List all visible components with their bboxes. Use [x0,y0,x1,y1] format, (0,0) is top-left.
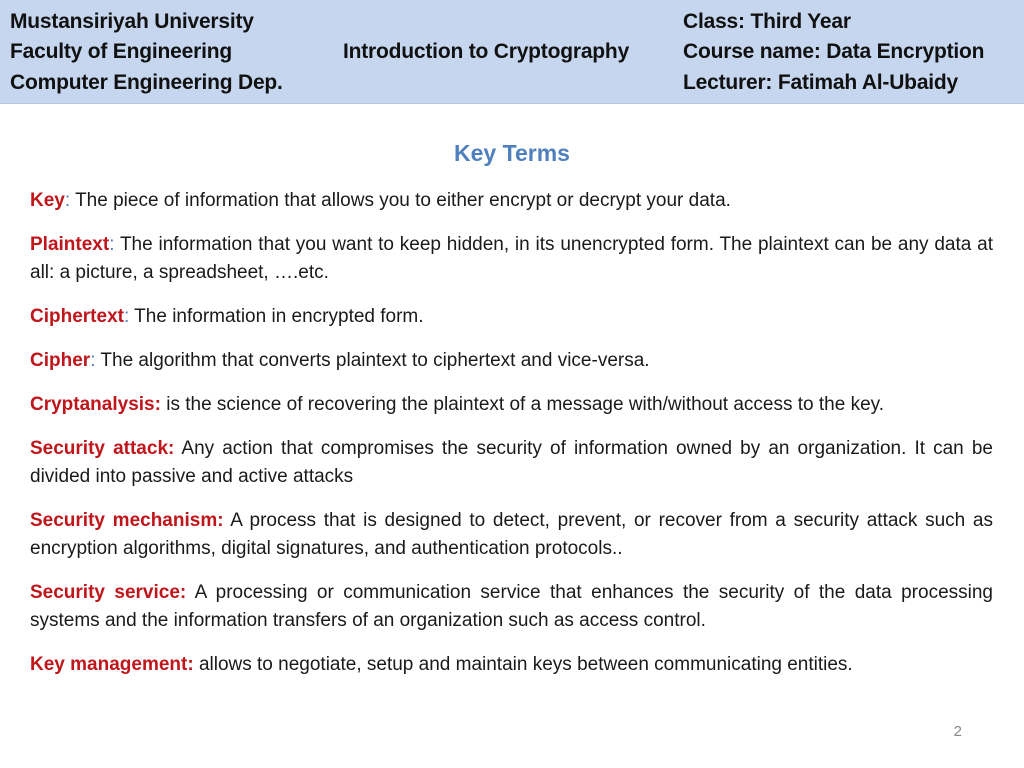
term-security-service [30,579,993,635]
faculty-name: Faculty of Engineering [10,40,232,63]
term-separator: : [187,654,194,675]
key-terms-list [30,187,993,695]
term-definition: The information in encrypted form. [129,306,424,327]
term-separator: : [64,190,71,211]
term-name: Security attack [30,438,169,459]
term-key [30,187,993,215]
term-separator: : [168,438,175,459]
term-definition: The piece of information that allows you to either encrypt or decrypt your data. [70,190,731,211]
term-name: Security mechanism [30,510,218,531]
term-security-mechanism [30,507,993,563]
term-separator: : [109,234,115,255]
term-plaintext [30,231,993,287]
term-name: Security service [30,582,180,603]
term-separator: : [154,394,161,415]
term-cryptanalysis [30,391,993,419]
term-definition: Any action that compromises the security of information owned by an organization. It can be divided into passive and active attacks [30,438,993,487]
term-separator: : [90,350,96,371]
term-name: Key management [30,654,188,675]
term-name: Cipher [30,350,91,371]
department-name: Computer Engineering Dep. [10,71,283,94]
term-definition: The algorithm that converts plaintext to ciphertext and vice-versa. [95,350,650,371]
term-name: Ciphertext [30,306,124,327]
term-name: Plaintext [30,234,110,255]
term-name: Key [30,190,65,211]
term-definition: is the science of recovering the plaintext of a message with/without access to the key. [160,394,885,415]
term-definition: allows to negotiate, setup and maintain keys between communicating entities. [193,654,853,675]
term-ciphertext [30,303,993,331]
term-definition: A process that is designed to detect, prevent, or recover from a security attack such as encryption algorithms, digital signatures, and authentication protocols.. [30,510,993,559]
term-separator: : [123,306,130,327]
term-separator: : [179,582,187,603]
lecturer-name: Lecturer: Fatimah Al-Ubaidy [683,71,959,94]
term-key-management [30,651,993,679]
course-name: Course name: Data Encryption [683,40,985,63]
term-cipher [30,347,993,375]
term-separator: : [217,510,224,531]
term-name: Cryptanalysis [30,394,155,415]
term-security-attack [30,435,993,491]
class-label: Class: Third Year [683,10,851,33]
page-number: 2 [953,723,962,740]
university-name: Mustansiriyah University [10,10,254,33]
slide-header [0,0,1024,104]
term-definition: A processing or communication service that enhances the security of the data processing systems and the information transfers of an organization such as access control. [30,582,993,631]
term-definition: The information that you want to keep hidden, in its unencrypted form. The plaintext can be any data at all: a picture, a spreadsheet, ….etc. [30,234,993,283]
page-title: Key Terms [454,140,570,166]
subject-title: Introduction to Cryptography [343,40,630,63]
